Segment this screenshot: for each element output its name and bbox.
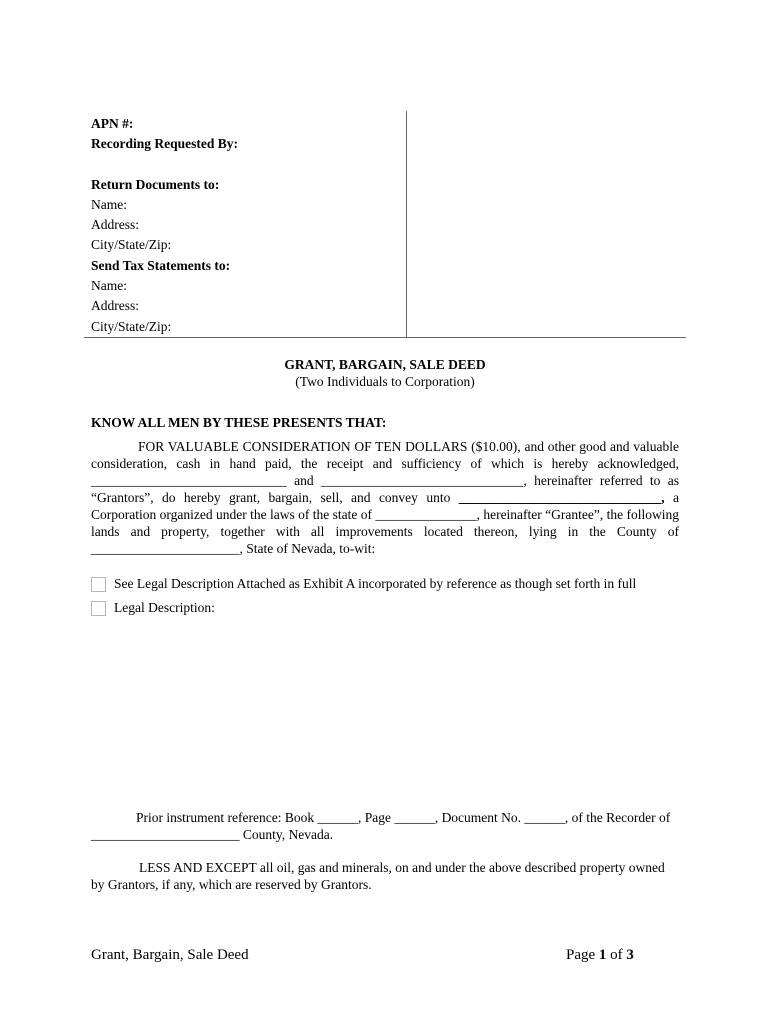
page-total: 3	[626, 947, 634, 963]
page-prefix: Page	[566, 947, 599, 963]
consideration-line-3c: a Corporation organized under the laws of the state of	[91, 490, 679, 522]
consideration-line-3d: _______________, hereinafter “Grantee”, the following lands and property, together with all improvements located thereon, lying in the County of	[91, 507, 679, 539]
tax-city-label: City/State/Zip:	[91, 318, 172, 334]
tax-address-label: Address:	[91, 298, 139, 314]
deed-subtitle: (Two Individuals to Corporation)	[295, 374, 475, 389]
consideration-line-2: _____________________________ and ______________________________, hereinafter referred to as	[91, 473, 679, 488]
header-divider-horizontal	[84, 337, 686, 338]
send-tax-label: Send Tax Statements to:	[91, 257, 231, 273]
legal-description-label: Legal Description:	[114, 600, 215, 615]
footer-title: Grant, Bargain, Sale Deed	[91, 947, 249, 963]
return-name-label: Name:	[91, 196, 127, 212]
consideration-line-4: ______________________, State of Nevada, to-wit:	[91, 541, 376, 556]
less-except-line-1: LESS AND EXCEPT all oil, gas and minerals, on and under the above described property owned	[139, 860, 665, 875]
return-address-label: Address:	[91, 217, 139, 233]
deed-title: GRANT, BARGAIN, SALE DEED	[284, 357, 486, 372]
consideration-line-3a: “Grantors”, do hereby grant, bargain, sell, and convey unto	[91, 490, 459, 505]
tax-name-label: Name:	[91, 278, 127, 294]
return-city-label: City/State/Zip:	[91, 237, 172, 253]
prior-instrument-line-2: ______________________ County, Nevada.	[91, 827, 334, 842]
recording-requested-label: Recording Requested By:	[91, 136, 238, 152]
page-number	[566, 947, 634, 964]
return-documents-label: Return Documents to:	[91, 176, 220, 192]
know-all-heading: KNOW ALL MEN BY THESE PRESENTS THAT:	[91, 415, 387, 430]
exhibit-checkbox[interactable]	[91, 577, 106, 592]
page-of: of	[606, 947, 627, 963]
legal-description-checkbox[interactable]	[91, 601, 106, 616]
prior-instrument-line-1: Prior instrument reference: Book ______, Page ______, Document No. ______, of the Recorder of	[136, 810, 671, 825]
grantee-blank: ______________________________,	[458, 490, 665, 505]
consideration-paragraph	[91, 438, 679, 557]
exhibit-label: See Legal Description Attached as Exhibit A incorporated by reference as though set forth in full	[114, 576, 637, 591]
page-current: 1	[598, 947, 607, 963]
consideration-line-1: FOR VALUABLE CONSIDERATION OF TEN DOLLARS ($10.00), and other good and valuable consideration, cash in hand paid, the receipt and sufficiency of which is hereby acknowledged,	[91, 439, 679, 471]
less-except-line-2: by Grantors, if any, which are reserved by Grantors.	[91, 877, 372, 892]
header-block	[91, 114, 401, 337]
header-divider-vertical	[406, 111, 407, 337]
apn-label: APN #:	[91, 116, 134, 131]
